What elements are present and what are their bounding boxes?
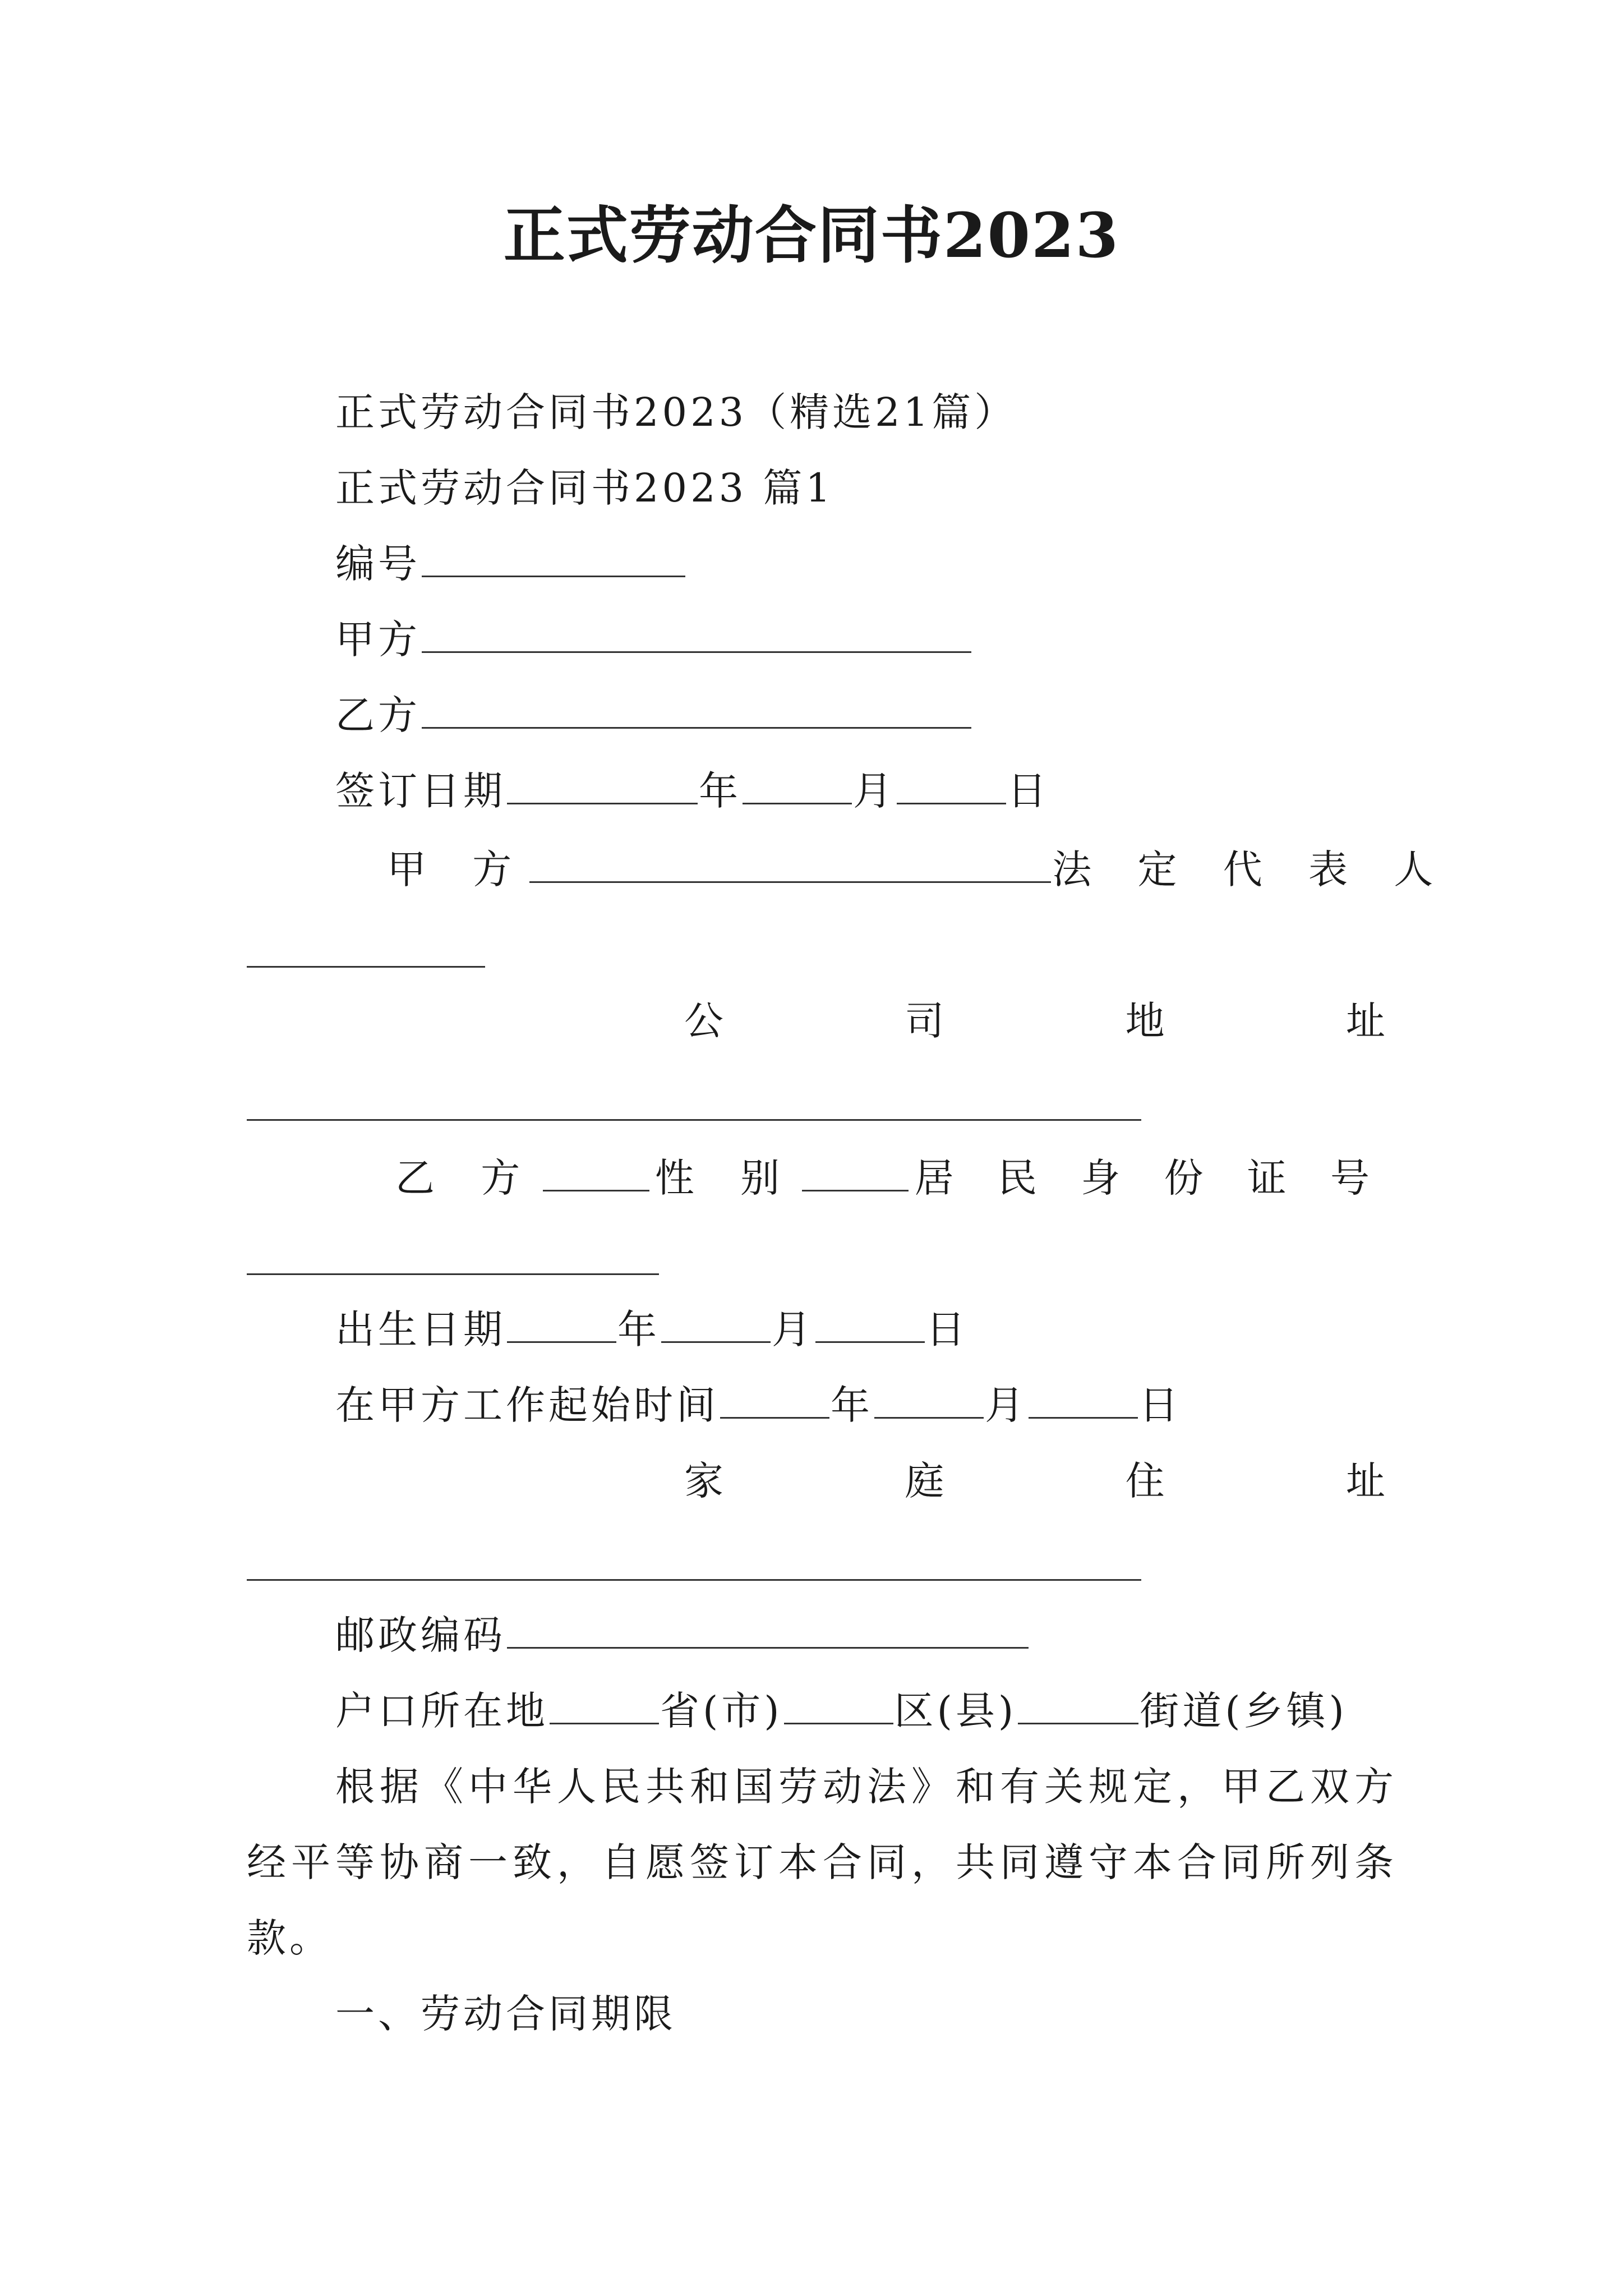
day-unit: 日 — [1139, 1382, 1182, 1428]
hukou-field — [335, 1686, 1348, 1736]
home-address-char: 住 — [1125, 1458, 1165, 1504]
paragraph-line: 根据《中华人民共和国劳动法》和有关规定，甲乙双方 — [335, 1764, 1399, 1810]
start-time-field — [335, 1380, 1182, 1430]
section-heading: 一、劳动合同期限 — [335, 1991, 676, 2037]
home-address-char: 址 — [1345, 1458, 1385, 1504]
party-b-spaced-label: 乙 方 — [395, 1155, 537, 1201]
party-b-label: 乙方 — [335, 692, 421, 738]
start-day-blank[interactable] — [1029, 1382, 1138, 1419]
company-address-char: 地 — [1125, 998, 1165, 1044]
company-address-char: 司 — [905, 998, 944, 1044]
home-address-row — [684, 1456, 1385, 1506]
sign-day-blank[interactable] — [897, 768, 1006, 804]
party-b-id-row — [395, 1153, 1385, 1203]
company-address-char: 址 — [1345, 998, 1385, 1044]
province-unit: 省(市) — [660, 1688, 783, 1734]
hukou-label: 户口所在地 — [335, 1688, 548, 1734]
birth-date-field — [335, 1304, 969, 1355]
street-blank[interactable] — [1018, 1688, 1138, 1724]
birth-date-label: 出生日期 — [335, 1306, 506, 1352]
paragraph-line: 款。 — [247, 1915, 332, 1961]
postcode-label: 邮政编码 — [335, 1612, 506, 1658]
party-b-blank[interactable] — [422, 692, 971, 729]
gender-blank[interactable] — [802, 1155, 909, 1191]
party-a-name-blank[interactable] — [529, 846, 1051, 883]
postcode-field — [335, 1610, 1030, 1660]
year-unit: 年 — [699, 768, 741, 814]
number-blank[interactable] — [422, 541, 685, 577]
birth-year-blank[interactable] — [507, 1306, 616, 1343]
sign-date-label: 签订日期 — [335, 768, 506, 814]
year-unit: 年 — [617, 1306, 660, 1352]
party-a-spaced-label: 甲 方 — [387, 846, 529, 892]
birth-month-blank[interactable] — [661, 1306, 771, 1343]
start-time-label: 在甲方工作起始时间 — [335, 1382, 719, 1428]
day-unit: 日 — [1007, 768, 1050, 814]
month-unit: 月 — [985, 1382, 1027, 1428]
party-b-field — [335, 690, 972, 740]
birth-day-blank[interactable] — [815, 1306, 925, 1343]
party-a-label: 甲方 — [335, 616, 421, 662]
number-label: 编号 — [335, 541, 421, 587]
document-title: 正式劳动合同书2023 — [503, 199, 1120, 272]
subtitle: 正式劳动合同书2023（精选21篇） — [335, 389, 1017, 435]
street-unit: 街道(乡镇) — [1140, 1688, 1348, 1734]
chapter-heading: 正式劳动合同书2023 篇1 — [335, 465, 834, 511]
month-unit: 月 — [772, 1306, 814, 1352]
home-address-blank[interactable] — [247, 1579, 1141, 1581]
sign-month-blank[interactable] — [743, 768, 852, 804]
month-unit: 月 — [853, 768, 896, 814]
company-address-char: 公 — [684, 998, 723, 1044]
company-address-blank[interactable] — [247, 1119, 1141, 1121]
company-address-row — [684, 996, 1385, 1046]
sign-date-field — [335, 766, 1050, 816]
home-address-char: 家 — [684, 1458, 723, 1504]
id-number-label: 居 民 身 份 证 号 — [914, 1155, 1385, 1201]
district-blank[interactable] — [784, 1688, 893, 1724]
postcode-blank[interactable] — [507, 1612, 1029, 1649]
year-unit: 年 — [831, 1382, 873, 1428]
sign-year-blank[interactable] — [507, 768, 698, 804]
legal-rep-label: 法 定 代 表 人 — [1052, 846, 1450, 892]
day-unit: 日 — [926, 1306, 969, 1352]
number-field — [335, 539, 686, 589]
legal-rep-blank[interactable] — [247, 966, 485, 968]
start-year-blank[interactable] — [720, 1382, 829, 1419]
province-blank[interactable] — [550, 1688, 659, 1724]
id-number-blank[interactable] — [247, 1273, 659, 1275]
home-address-char: 庭 — [905, 1458, 944, 1504]
district-unit: 区(县) — [894, 1688, 1017, 1734]
party-b-name-blank[interactable] — [543, 1155, 649, 1191]
gender-label: 性 别 — [654, 1155, 797, 1201]
start-month-blank[interactable] — [874, 1382, 984, 1419]
party-a-rep-row — [387, 844, 1450, 895]
party-a-field — [335, 614, 972, 665]
paragraph-line: 经平等协商一致，自愿签订本合同，共同遵守本合同所列条 — [247, 1839, 1399, 1885]
party-a-blank[interactable] — [422, 616, 971, 653]
